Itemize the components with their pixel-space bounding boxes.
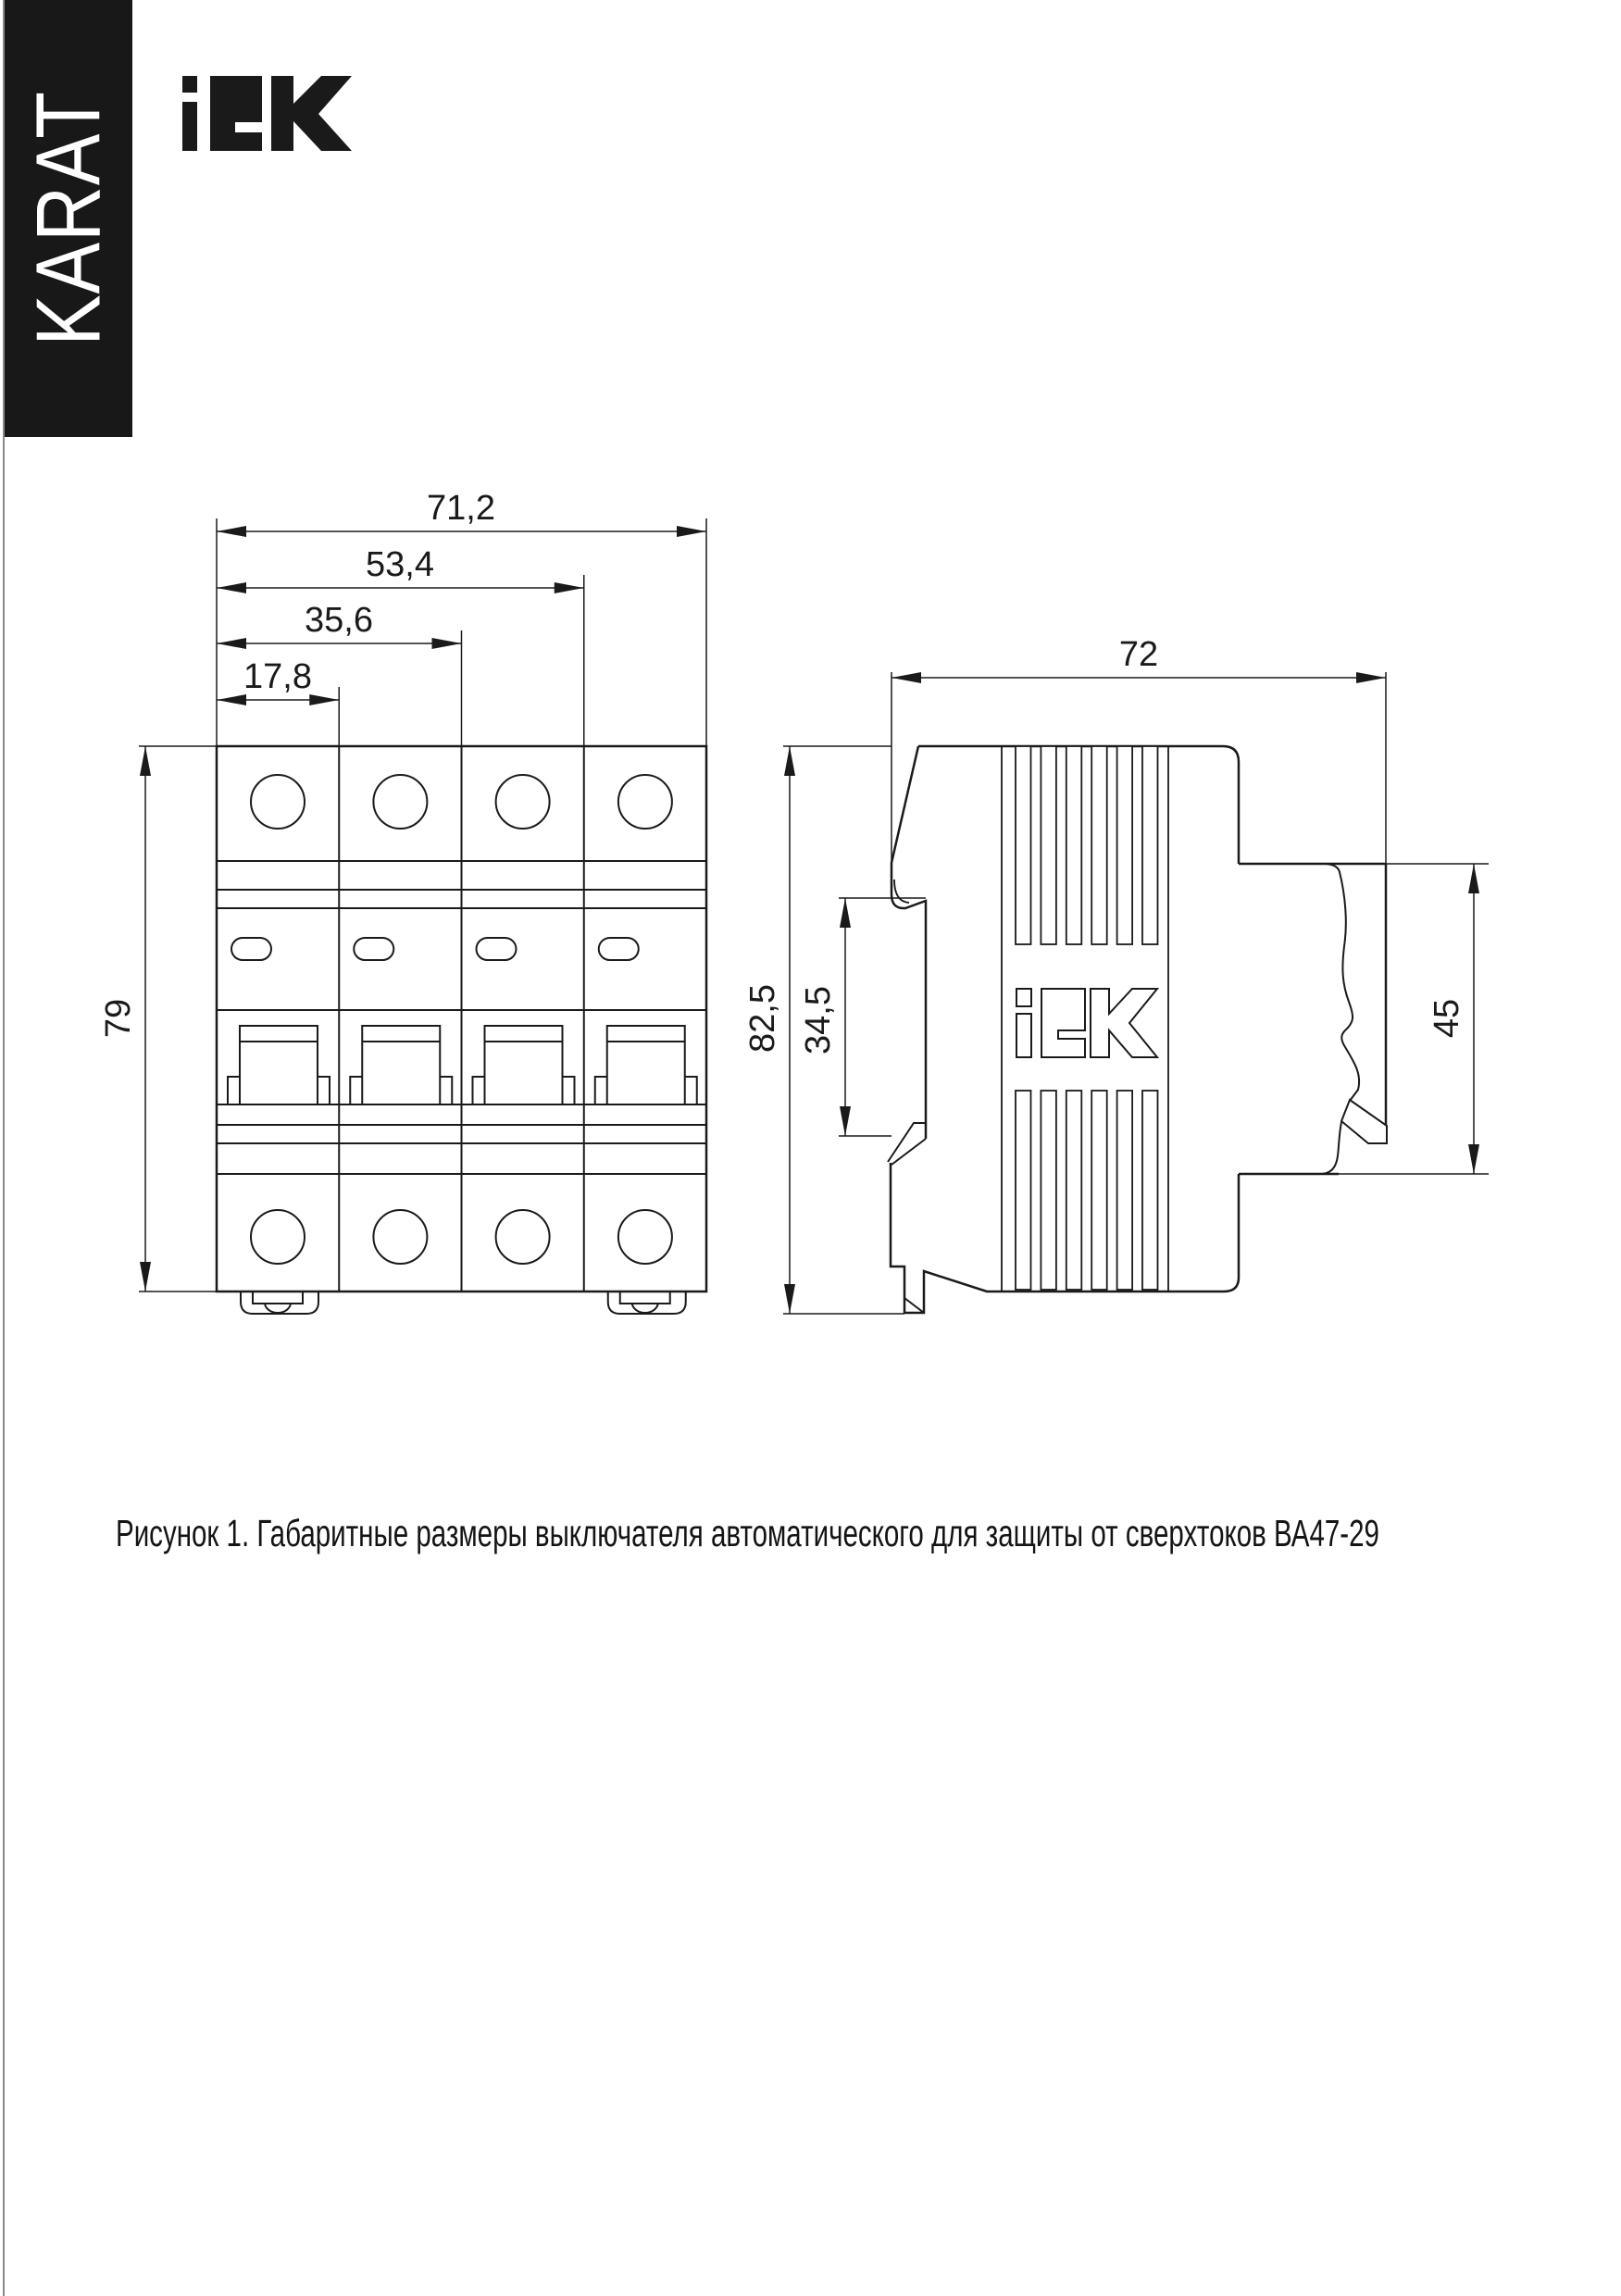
ventilation-ribs-top xyxy=(1016,746,1158,944)
iek-emboss-k-icon xyxy=(1091,989,1157,1057)
dim-label-depth: 72 xyxy=(1118,635,1159,674)
terminal-screw-icon xyxy=(251,1210,305,1264)
terminal-screw-icon xyxy=(618,775,672,829)
iek-emboss-i-dot-icon xyxy=(1016,989,1031,1006)
terminal-screw-icon xyxy=(251,775,305,829)
din-claw-inner xyxy=(894,880,909,903)
din-clip-inner xyxy=(253,1292,303,1304)
dim-label-rail-recess: 34,5 xyxy=(799,986,838,1054)
terminal-screw-icon xyxy=(618,1210,672,1264)
din-clip-tabs xyxy=(241,1292,686,1314)
terminal-screw-icon xyxy=(496,775,550,829)
iek-logo-i-stem-icon xyxy=(182,102,197,151)
marking-window-icon xyxy=(599,938,639,960)
marking-window-icon xyxy=(477,938,517,960)
dim-label-width-two: 35,6 xyxy=(305,601,373,640)
extension-lines xyxy=(139,518,706,1292)
toggle-handle-icon xyxy=(473,1026,575,1104)
toggle-handle-icon xyxy=(228,1026,330,1104)
din-clip-inner xyxy=(620,1292,670,1304)
iek-logo-e-icon xyxy=(210,76,262,151)
dim-label-terminal-height: 45 xyxy=(1428,998,1466,1039)
terminal-screw-icon xyxy=(373,1210,427,1264)
toggle-handle-icon xyxy=(595,1026,697,1104)
terminal-screw-icon xyxy=(373,775,427,829)
marking-window-icon xyxy=(231,938,271,960)
dim-label-width-total: 71,2 xyxy=(427,489,495,528)
terminal-screw-icon xyxy=(496,1210,550,1264)
marking-windows xyxy=(231,938,639,960)
side-view xyxy=(888,746,1387,1313)
toggle-handle-icon xyxy=(350,1026,452,1104)
ventilation-ribs-bottom xyxy=(1016,1091,1158,1290)
iek-emboss-e-icon xyxy=(1041,989,1085,1057)
foot-detail xyxy=(904,1298,924,1313)
dim-label-side-height: 82,5 xyxy=(743,984,782,1053)
dim-label-width-one: 17,8 xyxy=(243,657,312,696)
iek-emboss-i-stem-icon xyxy=(1016,1014,1031,1057)
module-dividers xyxy=(339,746,584,1292)
iek-logo xyxy=(182,76,352,151)
figure-caption: Рисунок 1. Габаритные размеры выключателя автоматического для защиты от сверхтоков ВА47-29 xyxy=(116,1512,1379,1554)
dim-label-width-three: 53,4 xyxy=(366,545,434,584)
marking-window-icon xyxy=(354,938,393,960)
iek-logo-embossed xyxy=(1016,989,1157,1057)
side-view-dimensions xyxy=(743,635,1489,1314)
karat-label: KARAT xyxy=(17,91,119,346)
terminal-clamp-icon xyxy=(1341,1100,1387,1143)
dim-label-height: 79 xyxy=(99,998,138,1039)
din-rail-lip xyxy=(888,1123,926,1165)
front-view xyxy=(217,746,706,1314)
iek-logo-i-dot-icon xyxy=(182,76,197,93)
iek-logo-k-icon xyxy=(271,76,352,151)
